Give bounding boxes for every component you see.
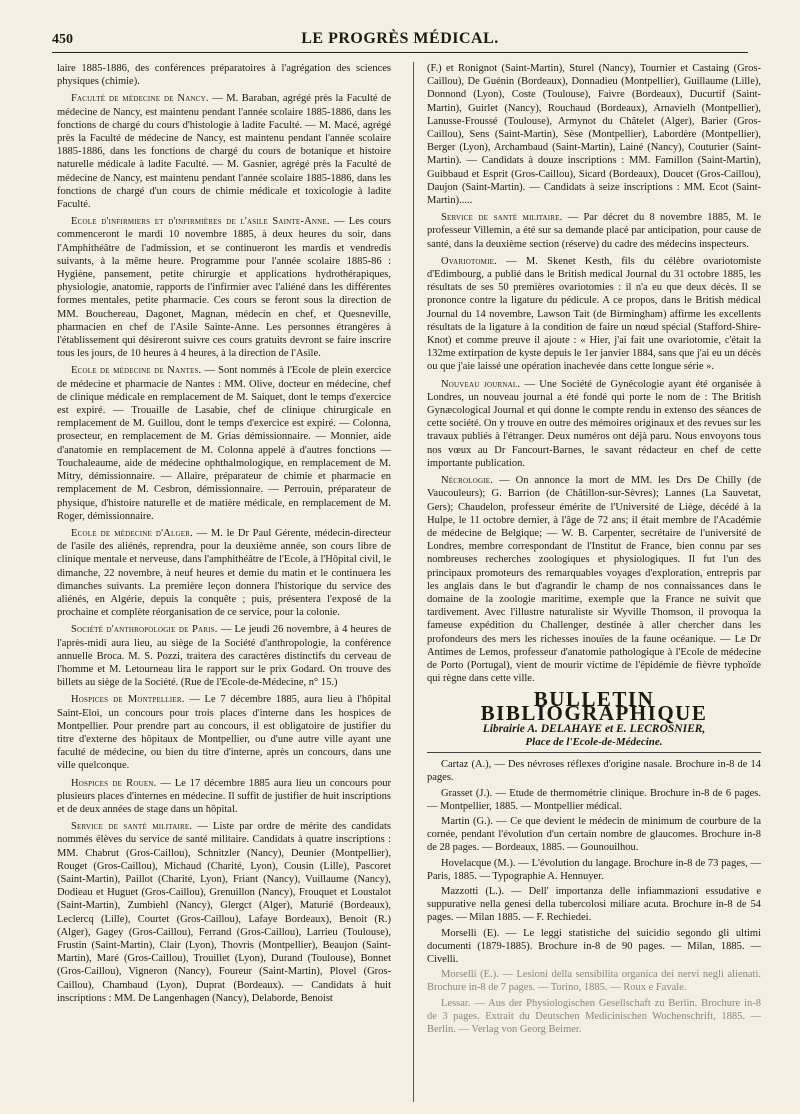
article-paragraph — [57, 623, 391, 689]
article-paragraph — [57, 693, 391, 772]
article-heading: Nouveau journal. — [441, 378, 521, 390]
right-column-articles — [427, 62, 761, 685]
article-paragraph — [427, 474, 761, 685]
article-text: — Par décret du 8 novembre 1885, M. le professeur Villemin, a été sur sa demande placé par anticipation, pour cause de santé, dans la deuxième section (réserve) du cadre des médecins inspecteurs. — [427, 212, 761, 250]
article-text: — Sont nommés à l'Ecole de plein exercice de médecine et pharmacie de Nantes : MM. Olive, docteur en médecine, chef de clinique médicale en remplacement de M. Saiquet, dont le temps d'exercice est expiré. — Trouaille de Lasabie, chef de clinique chirurgicale en remplacement de M. Guillou, dont le temps d'exercice est expiré. — Colonna, prosecteur, en remplacement de M. Grias démissionnaire. — Monnier, aide d'anatomie en remplacement de M. Colonna appelé à d'autres fonctions — Touchaleaume, aide de médecine ophthalmologique, en remplacement de M. Mitry, démissionnaire. — Allaire, préparateur de chimie et pharmacie en remplacement de M. Cesbron, démissionnaire. — Perrouin, préparateur de physique, d'histoire naturelle et de matière médicale, en remplacement de M. Roger, démissionnaire. — [57, 365, 391, 522]
bibliography-entry: Mazzotti (L.). — Dell' importanza delle infiammazioni essudative e suppurative nella genesi della tubercolosi miliare acuta. Brochure in-8 de 54 pages. — Milan 1885. — F. Rechiedei. — [427, 885, 761, 924]
article-heading: Société d'anthropologie de Paris. — [71, 624, 218, 636]
article-paragraph — [57, 92, 391, 211]
article-text: — M. Skenet Kesth, fils du célèbre ovariotomiste d'Edimbourg, a publié dans le British medical Journal du 31 octobre 1885, les résultats de ses 50 premières ovariotomies : il n'a eu que deux décès. Il se prononce contre la ligature du pédicule. A ce propos, dans le British médical Journal du 14 novembre, Lawson Tait (de Birmingham) affirme les excellents résultats de la ligature à la condition de faire un nœud spécial (Stafford-Shire-Knot) et comme preuve il ajoute : « Hier, j'ai fait une ovariotomie, c'était la 132me extirpation de kyste depuis le 1er janvier 1884, sans que j'ai eu un décès ou que j'aie laissé une opération inachevée dans cette longue série ». — [427, 255, 761, 373]
article-text: — Le 17 décembre 1885 aura lieu un concours pour plusieurs places d'internes en médecine. Il suffit de justifier de huit inscriptions et de deux années de stage dans un hôpital. — [57, 777, 391, 815]
bibliography-entry: Lessar. — Aus der Physiologischen Gesellschaft zu Berlin. Brochure in-8 de 3 pages. Extrait du Deutschen Medicinischen Wochenschrift, 1885. — Berlin. — Verlag von Georg Beimer. — [427, 997, 761, 1036]
article-heading: Ecole de médecine de Nantes. — [71, 365, 202, 377]
article-text: (F.) et Ronignot (Saint-Martin), Sturel (Nancy), Tournier et Castaing (Gros-Caillou), De Guénin (Bordeaux), Donnadieu (Montpellier), Guillaume (Lille), Donnond (Lyon), Coste (Toulouse), Faivre (Bordeaux), Ducurtif (Saint-Martin), Guirlet (Nancy), Rouchaud (Bordeaux), Arnavielh (Montpellier), Lanusse-Froussé (Toulouse), Armynot du Châtelet (Alger), Barier (Gros-Caillou), Sens (Saint-Martin), Sèse (Montpellier), Labordère (Montpellier), Berger (Lyon), Archambaud (Saint-Martin), Lainé (Nancy), Couturier (Saint-Martin). — Candidats à douze inscriptions : MM. Famillon (Saint-Martin), Guibbaud et Esprit (Gros-Caillou), Sicard (Bordeaux), Doucet (Gros-Caillou), Daujon (Saint-Martin). — Candidats à seize inscriptions : MM. Ecot (Saint-Martin)..... — [427, 63, 761, 207]
bibliography-section — [427, 687, 761, 1036]
article-heading: Service de santé militaire. — [441, 212, 563, 224]
article-heading: Hospices de Rouen. — [71, 777, 157, 789]
article-text: — Liste par ordre de mérite des candidats nommés élèves du service de santé militaire. Candidats à quatre inscriptions : MM. Chabrut (Gros-Caillou), Schnitzler (Nancy), Deunier (Montpellier), Rouget (Gros-Caillou), Michaud (Charité, Lyon), Cousin (Lille), Pascoret (Saint-Martin), Paillot (Charité, Lyon), Friant (Nancy), Vuillaume (Nancy), Dodieau et Huguet (Gros-Caillou), Grenuillon (Nancy), Frouquet et Loustalot (Saint-Martin), Zumbiehl (Nancy), Glergct (Alger), Maturié (Bordeaux), Leclercq (Lille), Courtet (Gros-Caillou), Lafaye Bordeaux), Benoit (R.) (Alger), Gagey (Gros-Caillou), Ferrand (Gros-Caillou), Larrieu (Toulouse), Frustin (Saint-Martin), Clair (Lyon), Thovris (Montpellier), Beaujon (Saint-Martin), Maré (Gros-Caillou), Trouillet (Lyon), Durand (Toulouse), Bonnet (Gros-Caillou), Vigneron (Nancy), Foureur (Saint-Martin), Plovel (Gros-Caillou), Chambaud (Lyon), Duprat (Bordeaux). — Candidats à huit inscriptions : MM. De Langenhagen (Nancy), Delaborde, Benoist — [57, 821, 391, 1004]
article-text: — M. le Dr Paul Gérente, médecin-directeur de l'asile des aliénés, reprendra, pour la deuxième année, son cours libre de clinique mentale et nerveuse, dans l'amphithéâtre de l'Ecole, à l'Hôpital civil, le dimanche, 22 novembre, à neuf heures et demie du matin et le continuera les dimanches suivants. La première leçon donnera l'historique du service des aliénés, en Algérie, depuis la conquête ; puis, présentera l'exposé de la prochaine et complète réorganisation de ce service, pour la colonie. — [57, 527, 391, 619]
article-heading: Ecole de médecine d'Alger. — [71, 527, 193, 539]
article-text: — Le 7 décembre 1885, aura lieu à l'hôpital Saint-Eloi, un concours pour trois places d'interne dans les hospices de Montpellier. Pour prendre part au concours, il est obligatoire de justifier du titre d'externe des hôpitaux de Montpellier, ou d'une autre ville ayant une faculté de médecine, ou bien du titre d'interne, après un concours, dans une ville quelconque. — [57, 694, 391, 772]
article-paragraph — [427, 378, 761, 470]
article-paragraph — [57, 777, 391, 817]
bibliography-entry: Cartaz (A.), — Des névroses réflexes d'origine nasale. Brochure in-8 de 14 pages. — [427, 759, 761, 784]
article-text: — Le jeudi 26 novembre, à 4 heures de l'après-midi aura lieu, au siège de la Société d'anthropologie, la conférence annuelle Broca. M. S. Pozzi, traitera des caractères distinctifs du cerveau de l'homme et M. Letourneau lira le rapport sur le prix Godard. On trouve des billets au siège de la Société. (Rue de l'Ecole-de-Médecine, n° 15.) — [57, 624, 392, 689]
article-paragraph — [57, 364, 391, 522]
bibliography-entry: Morselli (E). — Le leggi statistiche del suicidio segondo gli ultimi documenti (1879-1885). Brochure in-8 de 90 pages. — Milan, 1885. — Civelli. — [427, 927, 761, 965]
article-paragraph — [427, 255, 761, 374]
bibliography-list — [427, 758, 761, 1036]
article-paragraph — [57, 215, 391, 360]
article-heading: Service de santé militaire. — [71, 821, 193, 833]
article-paragraph — [427, 211, 761, 251]
bibliography-entry: Morselli (E.). — Lesioni della sensibilita organica dei nervi negli alienati. Brochure in-8 de 7 pages. — Torino, 1885. — Roux e Favale. — [427, 969, 761, 994]
article-paragraph — [427, 62, 761, 207]
bibliography-entry: Hovelacque (M.). — L'évolution du langage. Brochure in-8 de 73 pages, — Paris, 1885. — Typographie A. Hennuyer. — [427, 857, 761, 882]
bibliography-publisher: Librairie A. DELAHAYE et E. LECROSNIER, — [482, 722, 706, 735]
article-text: laire 1885-1886, des conférences préparatoires à l'agrégation des sciences physiques (chimie). — [57, 63, 391, 88]
article-paragraph — [57, 820, 391, 1005]
bibliography-entry: Martin (G.). — Ce que devient le médecin de minimum de courbure de la cornée, pendant l'évolution d'un certain nombre de glaucomes. Brochure in-8 de 28 pages. — Bordeaux, 1885. — Gounouilhou. — [427, 815, 761, 854]
bibliography-title: BULLETIN BIBLIOGRAPHIQUE — [480, 687, 708, 725]
journal-title: LE PROGRÈS MÉDICAL. — [301, 30, 499, 47]
article-heading: Ovariotomie. — [441, 255, 497, 267]
page-number: 450 — [52, 32, 73, 47]
article-heading: Nécrologie. — [441, 475, 494, 487]
right-column — [427, 62, 761, 1038]
article-text: — Une Société de Gynécologie ayant été organisée à Londres, un nouveau journal a été fondé qui porte le nom de : The British Gynæcological Journal et qui donne le compte rendu in extenso des séances de cette société. On y trouve en outre des mémoires originaux et des revues sur les travaux publiés à l'étranger. Deux numéros ont déjà paru. Nous envoyons tous nos vœux au Dr Fancourt-Barnes, le savant rédacteur en chef de cette importante publication. — [427, 378, 761, 469]
column-divider — [413, 62, 414, 1102]
article-paragraph — [57, 62, 391, 88]
left-column — [57, 62, 391, 1009]
bibliography-address: Place de l'Ecole-de-Médecine. — [427, 736, 761, 753]
article-text: — M. Baraban, agrégé près la Faculté de médecine de Nancy, est maintenu pendant l'année scolaire 1885-1886, dans les fonctions de chargé du cours d'histologie à ladite Faculté. — M. Macé, agrégé près la Faculté de médecine de Nancy, est maintenu pendant l'année scolaire 1885-1886, dans les fonctions de chargé du cours de botanique et histoire naturelle médicale à ladite Faculté. — M. Gasnier, agrégé près la Faculté de médecine de Nancy, est maintenu pendant l'année scolaire 1885-1886, dans les fonctions de chargé d'un cours de chimie médicale et toxicologie à ladite Faculté. — [57, 93, 391, 211]
article-heading: Hospices de Montpellier. — [71, 694, 185, 706]
article-text: — On annonce la mort de MM. les Drs De Chilly (de Vaucouleurs); G. Barrion (de Châtillon-sur-Sèvres); Lannes (La Sauvetat, Gers); Chaudelon, professeur émérite de l'Université de Liège, décédé à la Hulpe, le 11 octobre dernier, à l'âge de 72 ans; il était membre de l'Académie de médecine de Belgique; — W. B. Carpenter, secrétaire de l'université de Londres, membre correspondant de l'Institut de France, bien connu par ses nombreuses recherches zoologiques et physiologiques. Il fut l'un des principaux promoteurs des remarquables voyages d'exploration, entrepris par les anglais dans le but d'agrandir le champ de nos connaissances dans le domaine de la zoologie maritime, exemple que la France ne suivit que tardivement. Avec l'illustre naturaliste sir Wyville Thomson, il provoqua la fameuse expédition du Challenger, destinée à aller chercher dans les profondeurs des mers les richesses inouïes de la faune océanique. — Le Dr Antimes de Lemos, professeur d'anatomie pathologique à l'Ecole de médecine de Porto (Portugal), vient de mourir victime de l'épidémie de fièvre typhoïde qui règne dans cette ville. — [427, 475, 761, 685]
page-header — [52, 30, 748, 53]
article-heading: Ecole d'infirmiers et d'infirmières de l'asile Sainte-Anne. — [71, 216, 330, 228]
article-paragraph — [57, 527, 391, 619]
bibliography-entry: Grasset (J.). — Etude de thermométrie clinique. Brochure in-8 de 6 pages. — Montpellier, 1885. — Montpellier médical. — [427, 787, 761, 812]
article-heading: Faculté de médecine de Nancy. — [71, 93, 209, 105]
article-text: — Les cours commenceront le mardi 10 novembre 1885, à deux heures du soir, dans l'Amphithéâtre de l'admission, et se continueront les mardis et vendredis suivants, à la même heure. Programme pour l'année scolaire 1885-86 : Hygiène, pansement, petite chirurgie et applications hydrothérapiques, physiologie, anatomie, rapports de l'infirmier avec l'aliéné dans les différentes formes mentales, petite pharmacie. Ces cours se feront sous la direction de MM. Bouchereau, Dagonet, Magnan, médecin en chef, et Quesneville, pharmacien en chef de l'Asile Sainte-Anne. Les personnes étrangères à l'établissement qui désireront suivre ces cours gratuits devront se faire inscrire tous les jours, de 10 heures à 4 heures, à la direction de l'Asile. — [57, 216, 392, 360]
